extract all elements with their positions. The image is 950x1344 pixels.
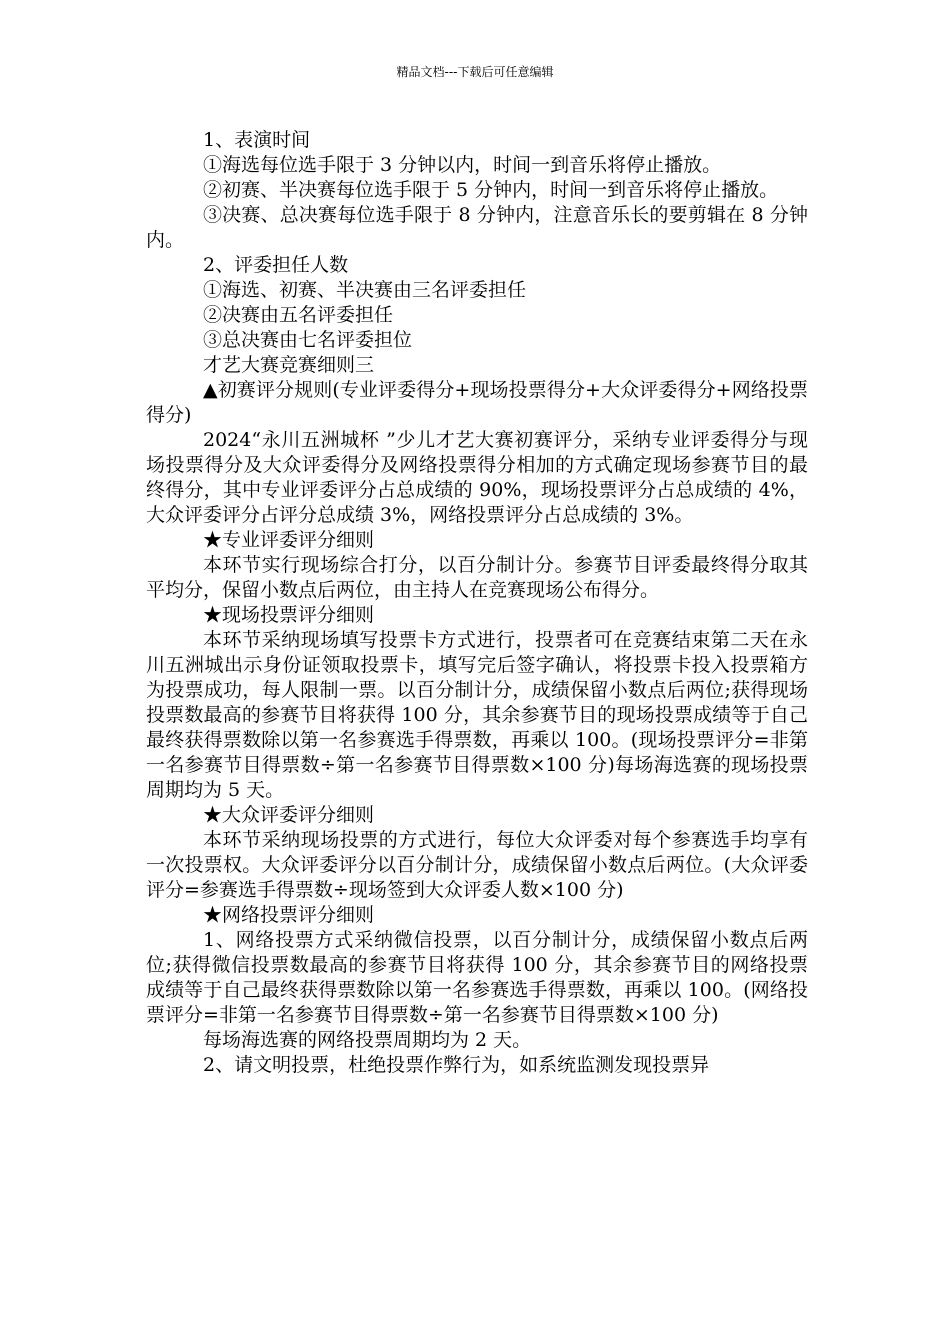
- body-paragraph: 本环节采纳现场填写投票卡方式进行，投票者可在竞赛结束第二天在永川五洲城出示身份证领取投票卡，填写完后签字确认，将投票卡投入投票箱方为投票成功，每人限制一票。以百分制计分，成绩保留小数点后两位;获得现场投票数最高的参赛节目将获得 100 分，其余参赛节目的现场投票成绩等于自己最终获得票数除以第一名参赛选手得票数，再乘以 100。(现场投票评分=非第一名参赛节目得票数÷第一名参赛节目得票数×100 分)每场海选赛的现场投票周期均为 5 天。: [146, 629, 808, 801]
- body-paragraph: 本环节采纳现场投票的方式进行，每位大众评委对每个参赛选手均享有一次投票权。大众评委评分以百分制计分，成绩保留小数点后两位。(大众评委评分=参赛选手得票数÷现场签到大众评委人数×100 分): [146, 829, 808, 901]
- list-item: ③决赛、总决赛每位选手限于 8 分钟内，注意音乐长的要剪辑在 8 分钟内。: [146, 204, 808, 251]
- list-item: ②决赛由五名评委担任: [203, 304, 394, 326]
- list-item: ②初赛、半决赛每位选手限于 5 分钟内，时间一到音乐将停止播放。: [203, 179, 779, 201]
- body-paragraph: 2024“永川五洲城杯 ”少儿才艺大赛初赛评分，采纳专业评委得分与现场投票得分及大众评委得分及网络投票得分相加的方式确定现场参赛节目的最终得分，其中专业评委评分占总成绩的 90%，现场投票评分占总成绩的 4%，大众评委评分占评分总成绩 3%，网络投票评分占总成绩的 3%。: [146, 429, 808, 526]
- body-paragraph: 每场海选赛的网络投票周期均为 2 天。: [203, 1029, 532, 1051]
- rule-heading: ★网络投票评分细则: [203, 904, 375, 926]
- rule-heading: ★现场投票评分细则: [203, 604, 375, 626]
- rule-heading: ▲初赛评分规则(专业评委得分+现场投票得分+大众评委得分+网络投票得分): [146, 379, 808, 426]
- list-item: ①海选、初赛、半决赛由三名评委担任: [203, 279, 527, 301]
- rule-heading: ★大众评委评分细则: [203, 804, 375, 826]
- body-paragraph: 2、请文明投票，杜绝投票作弊行为，如系统监测发现投票异: [203, 1054, 710, 1076]
- list-item: ①海选每位选手限于 3 分钟以内，时间一到音乐将停止播放。: [203, 154, 722, 176]
- body-paragraph: 本环节实行现场综合打分，以百分制计分。参赛节目评委最终得分取其平均分，保留小数点后两位，由主持人在竞赛现场公布得分。: [146, 554, 808, 601]
- rule-heading: ★专业评委评分细则: [203, 529, 375, 551]
- body-paragraph: 1、网络投票方式采纳微信投票，以百分制计分，成绩保留小数点后两位;获得微信投票数最高的参赛节目将获得 100 分，其余参赛节目的网络投票成绩等于自己最终获得票数除以第一名参赛选手得票数，再乘以 100。(网络投票评分=非第一名参赛节目得票数÷第一名参赛节目得票数×100 分): [146, 929, 808, 1026]
- section-title: 才艺大赛竞赛细则三: [203, 354, 375, 376]
- section-heading: 2、评委担任人数: [203, 254, 349, 276]
- list-item: ③总决赛由七名评委担位: [203, 329, 413, 351]
- section-heading: 1、表演时间: [203, 129, 311, 151]
- page-header: 精品文档---下载后可任意编辑: [396, 65, 554, 79]
- document-body: [146, 128, 808, 1078]
